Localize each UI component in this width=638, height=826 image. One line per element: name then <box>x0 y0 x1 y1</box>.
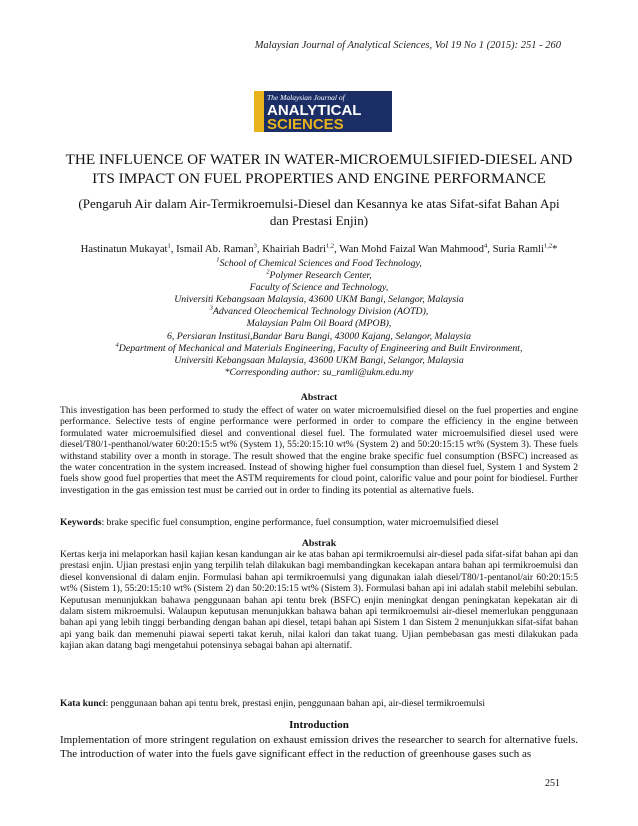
affiliation-text: Polymer Research Center, <box>269 270 372 282</box>
author-separator: , <box>170 243 177 255</box>
author-separator: , <box>334 243 340 255</box>
corresponding-author: *Corresponding author: su_ramli@ukm.edu.my <box>224 367 414 378</box>
affiliation-text: Malaysian Palm Oil Board (MPOB), <box>246 318 392 330</box>
author-affiliation-mark: 1 <box>167 242 171 250</box>
author-affiliation-mark: 1,2 <box>326 242 335 250</box>
author-name: Khairiah Badri <box>262 243 327 255</box>
affiliation-line <box>40 331 598 343</box>
abstract-heading: Abstract <box>300 392 338 403</box>
paper-title: THE INFLUENCE OF WATER IN WATER-MICROEMULSIFIED-DIESEL AND ITS IMPACT ON FUEL PROPERTIES AND ENGINE PERFORMANCE <box>65 151 573 187</box>
affiliation-text: School of Chemical Sciences and Food Technology, <box>219 258 422 269</box>
affiliation-line <box>40 355 598 367</box>
logo-line1: ANALYTICAL <box>267 102 362 119</box>
affiliation-text: Universiti Kebangsaan Malaysia, 43600 UKM Bangi, Selangor, Malaysia <box>174 354 464 366</box>
logo-line2: SCIENCES <box>267 116 344 132</box>
author-name: Suria Ramli <box>492 243 544 255</box>
introduction-heading: Introduction <box>289 719 349 731</box>
affiliation-mark: 4 <box>115 341 119 349</box>
author-name: Wan Mohd Faizal Wan Mahmood <box>339 243 485 255</box>
affiliation-line <box>40 306 598 318</box>
abstrak-heading: Abstrak <box>301 538 337 549</box>
author-separator: * <box>552 243 558 255</box>
author-separator: , <box>256 243 263 255</box>
affiliation-text: Department of Mechanical and Materials Engineering, Faculty of Engineering and Built Environment, <box>118 342 523 354</box>
affiliation-text: 6, Persiaran Institusi,Bandar Baru Bangi, 43000 Kajang, Selangor, Malaysia <box>167 330 471 342</box>
introduction-text: Implementation of more stringent regulation on exhaust emission drives the researcher to search for alternative fuels. The introduction of water into the fuels gave significant effect in the reduction of greenhouse gases such as <box>60 734 578 760</box>
keywords <box>60 517 578 528</box>
author-affiliation-mark: 3 <box>253 242 257 250</box>
author-affiliation-mark: 4 <box>484 242 488 250</box>
page-number: 251 <box>545 778 560 789</box>
logo-top-text: The Malaysian Journal of <box>267 93 345 102</box>
journal-logo <box>254 91 392 132</box>
affiliation-line <box>40 343 598 355</box>
kata-kunci-label: Kata kunci <box>60 698 106 709</box>
author-name: Hastinatun Mukayat <box>80 243 168 255</box>
author-separator: , <box>487 243 493 255</box>
affiliation-mark: 2 <box>266 268 270 276</box>
affiliation-line <box>40 282 598 294</box>
affiliation-text: Faculty of Science and Technology, <box>249 282 389 294</box>
affiliation-text: Advanced Oleochemical Technology Division (AOTD), <box>212 306 429 318</box>
abstrak-text: Kertas kerja ini melaporkan hasil kajian kesan kandungan air ke atas bahan api termikroemulsi air-diesel pada sifat-sifat bahan api dan prestasi enjin. Ujian prestasi enjin yang terpilih telah dilakukan bagi membandingkan kecekapan antara bahan api termikroemulsi dan diesel konvensional di dalam enjin. Formulasi bahan api termikroemulsi yang digunakan ialah diesel/T80/1-pentanol/air 60:20:15:5 wt% (Sistem 1), 55:20:15:10 wt% (Sistem 2) dan 50:20:15:15 wt% (Sistem 3). Formulasi bahan api ini adalah stabil melebihi sebulan. Keputusan menunjukkan bahawa penggunaan bahan api tentu brek (BSFC) enjin meningkat dengan peningkatan kepekatan air di dalam sistem mikroemulsi. Walaupun keputusan menunjukkan bahawa bahan api termikroemulsi air-diesel memerlukan penggunaan bahan api yang lebih tinggi berbanding dengan bahan api diesel, tetapi bahan api Sistem 1 dan Sistem 2 menunjukkan sifat-sifat bahan api yang baik dan memenuhi piawai seperti takat keruh, nilai kalori dan takat tuang. Ujian pembebasan gas mesti dilakukan pada kajian akan datang bagi mengetahui potensinya sebagai bahan api alternatif. <box>60 549 578 652</box>
paper-subtitle-malay: (Pengaruh Air dalam Air-Termikroemulsi-Diesel dan Kesannya ke atas Sifat-sifat Bahan Api dan Prestasi Enjin) <box>78 196 560 228</box>
author-affiliation-mark: 1,2 <box>543 242 553 250</box>
affiliation-line <box>40 270 598 282</box>
affiliation-line <box>40 258 598 270</box>
kata-kunci <box>60 698 578 709</box>
kata-kunci-text: : penggunaan bahan api tentu brek, prestasi enjin, penggunaan bahan api, air-diesel termikroemulsi <box>105 698 486 709</box>
affiliation-mark: 3 <box>209 305 213 313</box>
author-name: Ismail Ab. Raman <box>176 243 254 255</box>
abstract-text: This investigation has been performed to study the effect of water on water microemulsified diesel on the fuel properties and engine performance. Selective tests of engine performance were performed in order to compare the efficiency in the engine between formulated water microemulsified diesel and conventional diesel fuel. The formulated water microemulsified diesel used were diesel/T80/1-penthanol/water 60:20:15:5 wt% (System 1), 55:20:15:10 wt% (System 2) and 50:20:15:15 wt% (System 3). These fuels withstand stability over a month in storage. The result showed that the engine brake specific fuel consumption (BSFC) increased as the water concentration in the system increased. Instead of showing higher fuel consumption than diesel fuel, System 1 and System 2 fuels show good fuel properties that meet the ASTM requirements for cloud point, calorific value and pour point for biodiesel. Further investigation in the gas emission test must be carried out in order to finding its potential as alternative fuels. <box>60 405 578 496</box>
affiliation-text: Universiti Kebangsaan Malaysia, 43600 UKM Bangi, Selangor, Malaysia <box>174 294 464 306</box>
keywords-text: : brake specific fuel consumption, engine performance, fuel consumption, water microemulsified diesel <box>101 517 499 528</box>
keywords-label: Keywords <box>60 517 102 528</box>
affiliation-mark: 1 <box>216 256 220 264</box>
author-list <box>40 242 598 256</box>
affiliation-line <box>40 294 598 306</box>
affiliation-list <box>40 258 598 367</box>
affiliation-line <box>40 318 598 330</box>
journal-header: Malaysian Journal of Analytical Sciences, Vol 19 No 1 (2015): 251 - 260 <box>254 40 561 51</box>
